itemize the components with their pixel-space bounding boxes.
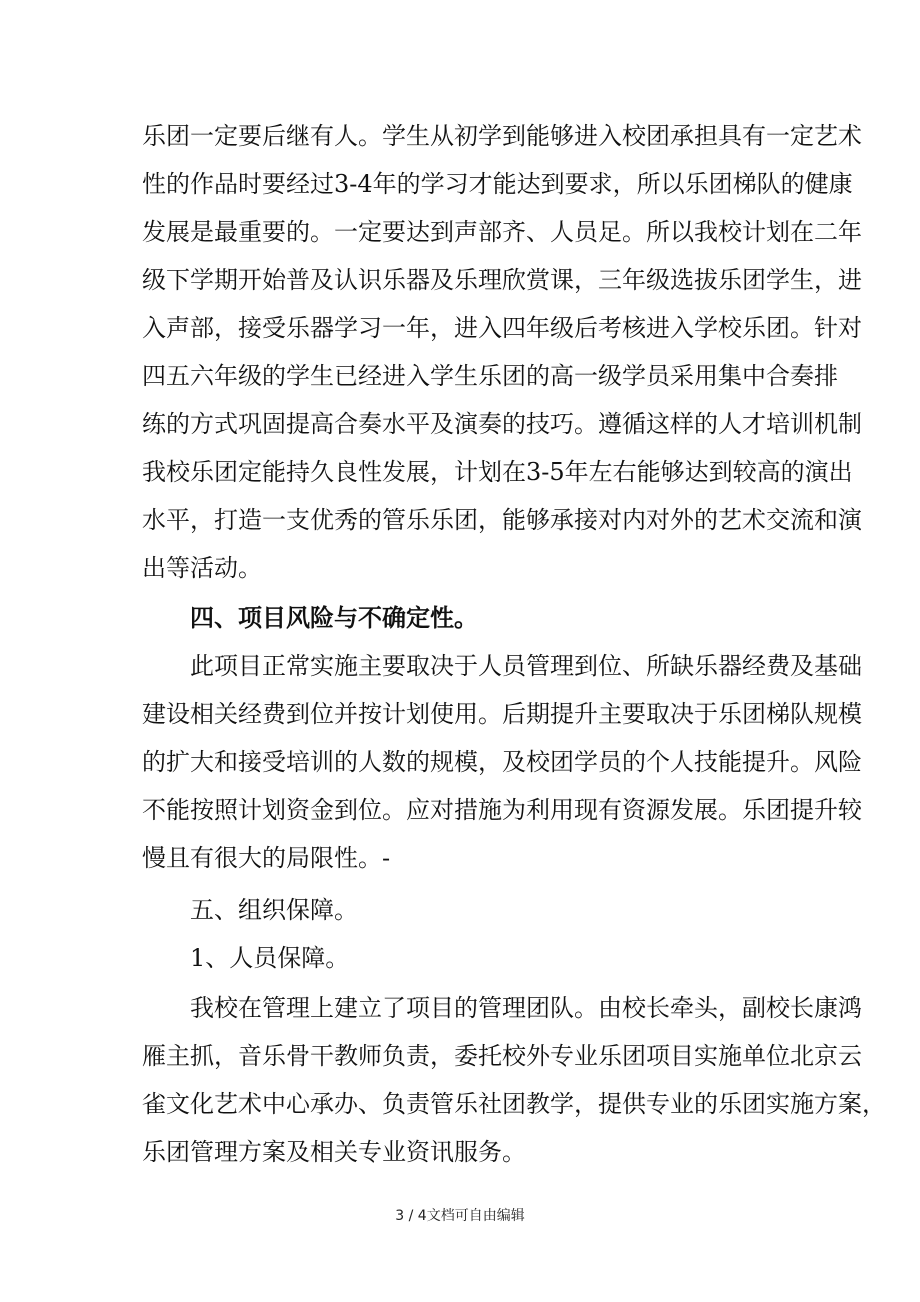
text-line: 我校乐团定能持久良性发展，计划在3-5年左右能够达到较高的演出: [142, 458, 853, 486]
section-heading-risk: 四、项目风险与不确定性。: [190, 604, 478, 632]
text-line: 入声部，接受乐器学习一年，进入四年级后考核进入学校乐团。针对: [142, 314, 862, 342]
text-line: 级下学期开始普及认识乐器及乐理欣赏课，三年级选拔乐团学生，进: [142, 266, 862, 294]
text-line: 四五六年级的学生已经进入学生乐团的高一级学员采用集中合奏排: [142, 362, 838, 390]
text-line: 我校在管理上建立了项目的管理团队。由校长牵头，副校长康鸿: [190, 994, 862, 1022]
text-line: 乐团管理方案及相关专业资讯服务。: [142, 1138, 526, 1166]
text-line: 雀文化艺术中心承办、负责管乐社团教学，提供专业的乐团实施方案，: [142, 1090, 886, 1118]
text-line: 不能按照计划资金到位。应对措施为利用现有资源发展。乐团提升较: [142, 796, 862, 824]
text-line: 乐团一定要后继有人。学生从初学到能够进入校团承担具有一定艺术: [142, 122, 862, 150]
text-line: 雁主抓，音乐骨干教师负责，委托校外专业乐团项目实施单位北京云: [142, 1042, 862, 1070]
text-line: 水平，打造一支优秀的管乐乐团，能够承接对内对外的艺术交流和演: [142, 506, 862, 534]
text-line: 练的方式巩固提高合奏水平及演奏的技巧。遵循这样的人才培训机制: [142, 410, 862, 438]
text-line: 出等活动。: [142, 554, 262, 582]
text-line: 此项目正常实施主要取决于人员管理到位、所缺乐器经费及基础: [190, 652, 862, 680]
text-line: 的扩大和接受培训的人数的规模，及校团学员的个人技能提升。风险: [142, 748, 862, 776]
text-line: 慢且有很大的局限性。-: [142, 844, 391, 872]
subsection-heading-personnel: 1、人员保障。: [190, 944, 350, 972]
page-footer: 3 / 4文档可自由编辑: [395, 1208, 525, 1224]
section-heading-organization: 五、组织保障。: [190, 896, 358, 924]
text-line: 建设相关经费到位并按计划使用。后期提升主要取决于乐团梯队规模: [142, 700, 862, 728]
text-line: 性的作品时要经过3-4年的学习才能达到要求，所以乐团梯队的健康: [142, 170, 853, 198]
text-line: 发展是最重要的。一定要达到声部齐、人员足。所以我校计划在二年: [142, 218, 862, 246]
